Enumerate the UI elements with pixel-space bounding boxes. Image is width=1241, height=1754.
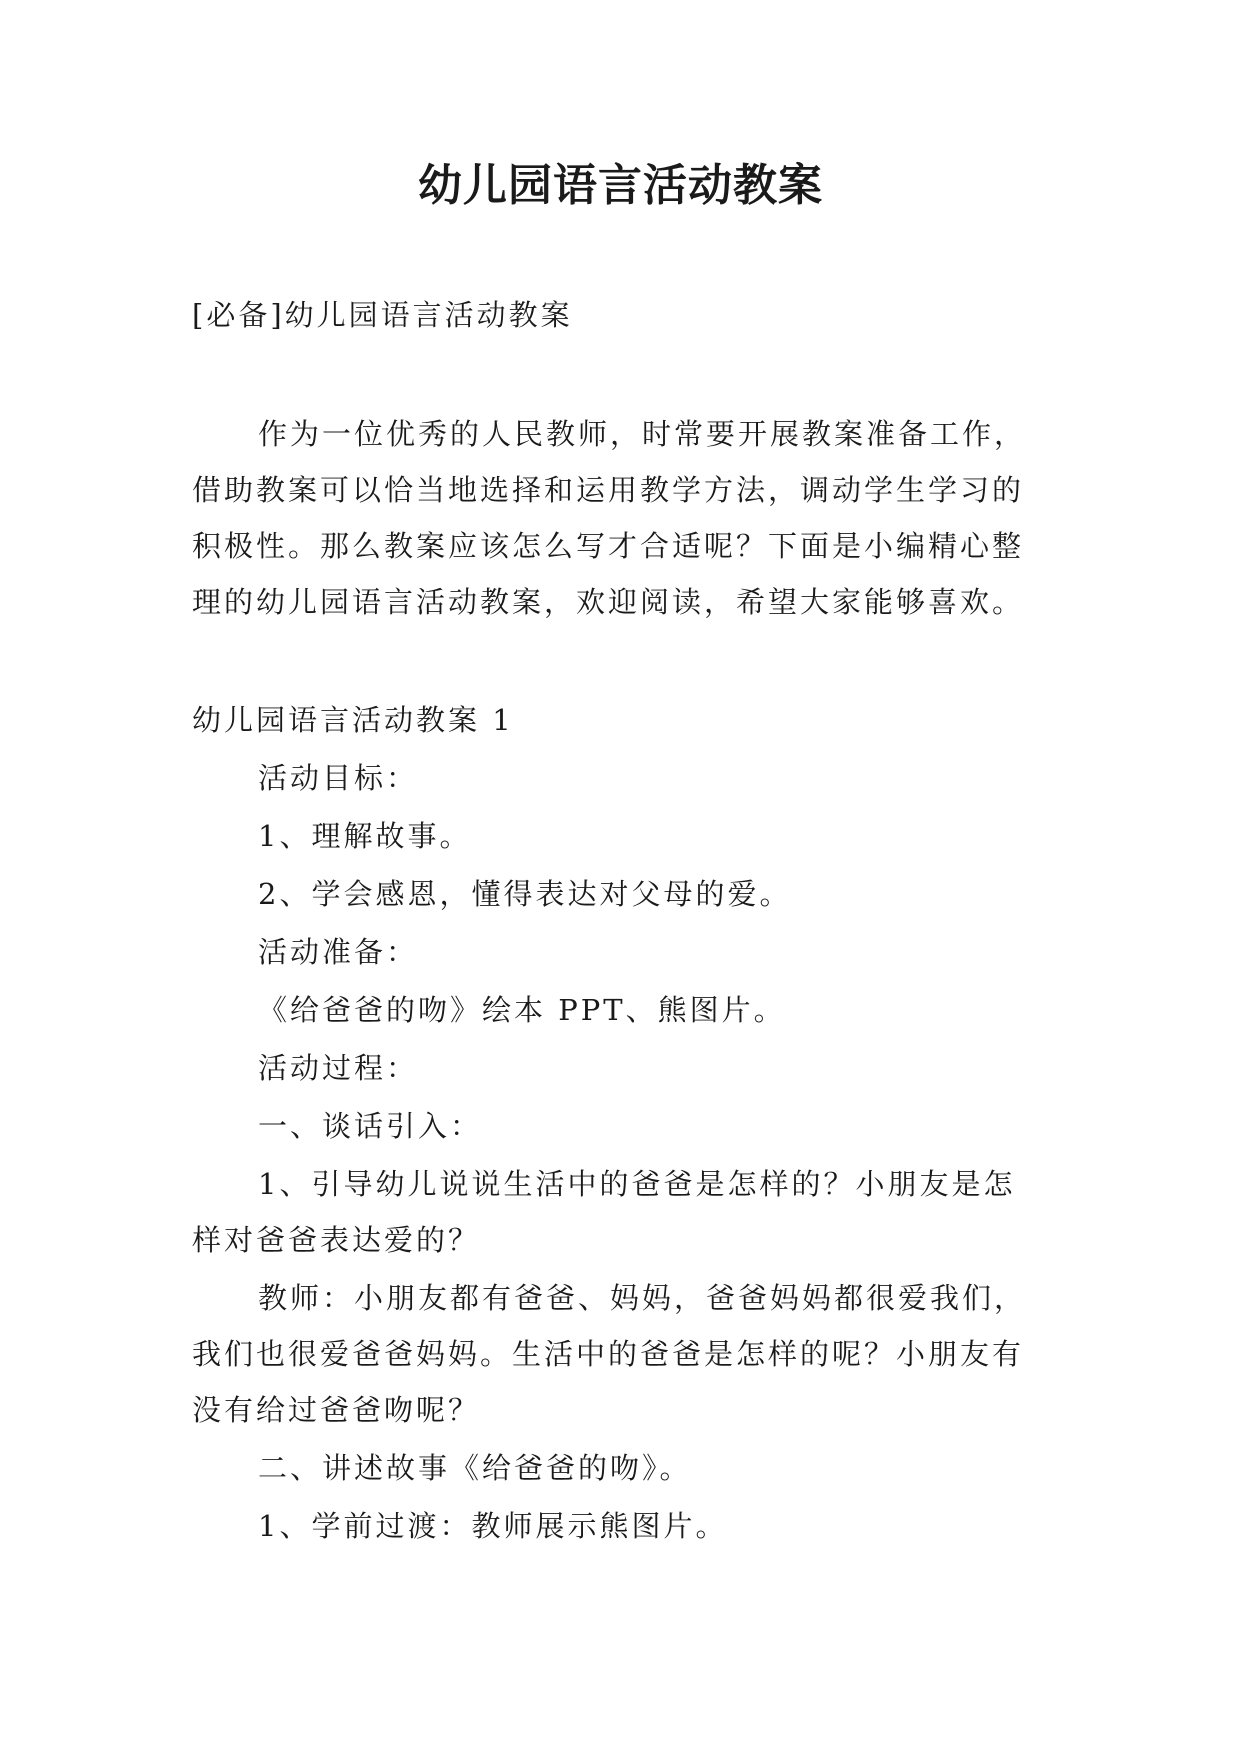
body-line-7: 一、谈话引入：	[258, 1109, 483, 1143]
document-subtitle: [必备]幼儿园语言活动教案	[192, 298, 573, 332]
body-line-9: 样对爸爸表达爱的？	[192, 1223, 481, 1257]
body-line-12: 没有给过爸爸吻呢？	[192, 1393, 481, 1427]
body-line-8: 1、引导幼儿说说生活中的爸爸是怎样的？小朋友是怎	[258, 1167, 1016, 1201]
intro-line-2: 借助教案可以恰当地选择和运用教学方法，调动学生学习的	[192, 473, 1025, 507]
intro-line-4: 理的幼儿园语言活动教案，欢迎阅读，希望大家能够喜欢。	[192, 585, 1025, 619]
body-line-6: 活动过程：	[258, 1051, 419, 1085]
intro-line-3: 积极性。那么教案应该怎么写才合适呢？下面是小编精心整	[192, 529, 1025, 563]
section-title: 幼儿园语言活动教案 1	[192, 703, 514, 737]
document-title: 幼儿园语言活动教案	[418, 160, 823, 211]
intro-line-1: 作为一位优秀的人民教师，时常要开展教案准备工作，	[258, 417, 1027, 451]
body-line-13: 二、讲述故事《给爸爸的吻》。	[258, 1451, 692, 1485]
body-line-11: 我们也很爱爸爸妈妈。生活中的爸爸是怎样的呢？小朋友有	[192, 1337, 1025, 1371]
body-line-1: 活动目标：	[258, 761, 419, 795]
body-line-5: 《给爸爸的吻》绘本 PPT、熊图片。	[258, 993, 786, 1027]
body-line-2: 1、理解故事。	[258, 819, 472, 853]
body-line-3: 2、学会感恩，懂得表达对父母的爱。	[258, 877, 792, 911]
body-line-4: 活动准备：	[258, 935, 419, 969]
body-line-14: 1、学前过渡：教师展示熊图片。	[258, 1509, 728, 1543]
body-line-10: 教师：小朋友都有爸爸、妈妈，爸爸妈妈都很爱我们，	[258, 1281, 1027, 1315]
